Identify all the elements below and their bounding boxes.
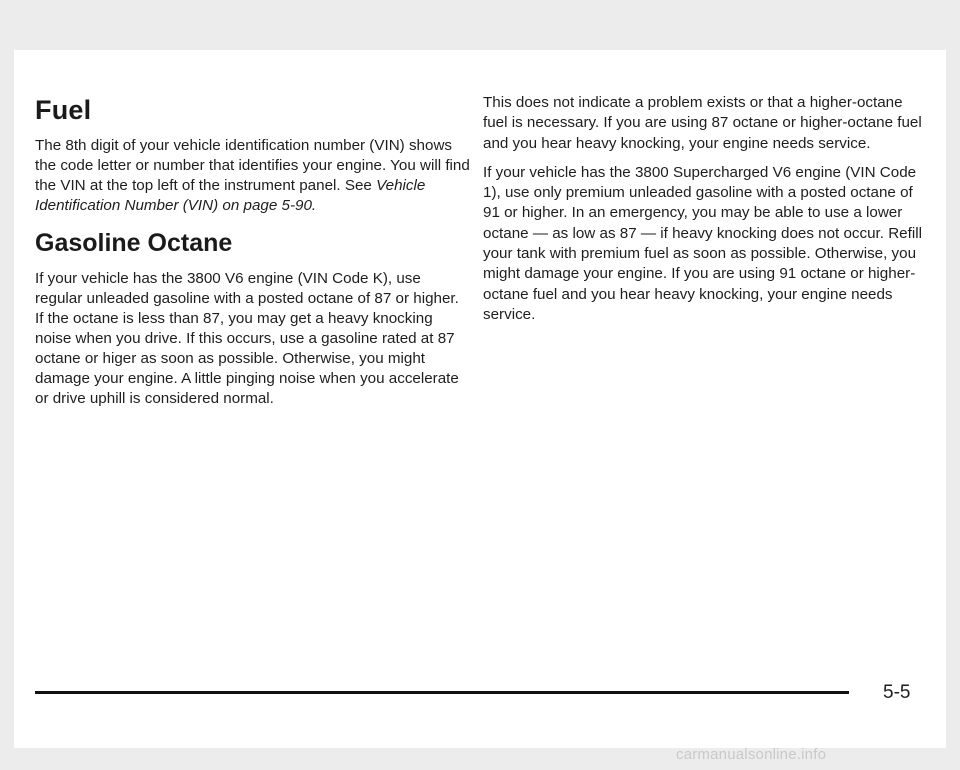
knocking-paragraph: This does not indicate a problem exists or that a higher-octane fuel is necessary. If you are using 87 octane or higher-octane fuel and you hear heavy knocking, your engine needs service. (483, 94, 922, 152)
fuel-paragraph-text: The 8th digit of your vehicle identification number (VIN) shows the code letter or number that identifies your engine. You will find the VIN at the top left of the instrument panel. See (35, 137, 470, 194)
manual-page (14, 50, 946, 748)
fuel-heading: Fuel (35, 95, 92, 125)
octane-paragraph: If your vehicle has the 3800 V6 engine (VIN Code K), use regular unleaded gasoline with a posted octane of 87 or higher. If the octane is less than 87, you may get a heavy knocking noise when you drive. If this occurs, use a gasoline rated at 87 octane or higer as soon as possible. Otherwise, you might damage your engine. A little pinging noise when you accelerate or drive uphill is considered normal. (35, 270, 459, 407)
fuel-paragraph (35, 136, 471, 216)
right-column (483, 93, 923, 334)
vin-reference-link: Vehicle Identification Number (VIN) on page 5-90. (35, 177, 426, 214)
supercharged-paragraph: If your vehicle has the 3800 Supercharged V6 engine (VIN Code 1), use only premium unleaded gasoline with a posted octane of 91 or higher. In an emergency, you may be able to use a lower octane — as low as 87 — if heavy knocking does not occur. Refill your tank with premium fuel as soon as possible. Otherwise, you might damage your engine. If you are using 91 octane or higher-octane fuel and you hear heavy knocking, your engine needs service. (483, 163, 922, 323)
page-number: 5-5 (883, 682, 911, 703)
left-column (35, 93, 471, 419)
gasoline-octane-heading: Gasoline Octane (35, 229, 233, 257)
watermark-text: carmanualsonline.info (676, 746, 827, 763)
footer-rule (35, 691, 849, 694)
